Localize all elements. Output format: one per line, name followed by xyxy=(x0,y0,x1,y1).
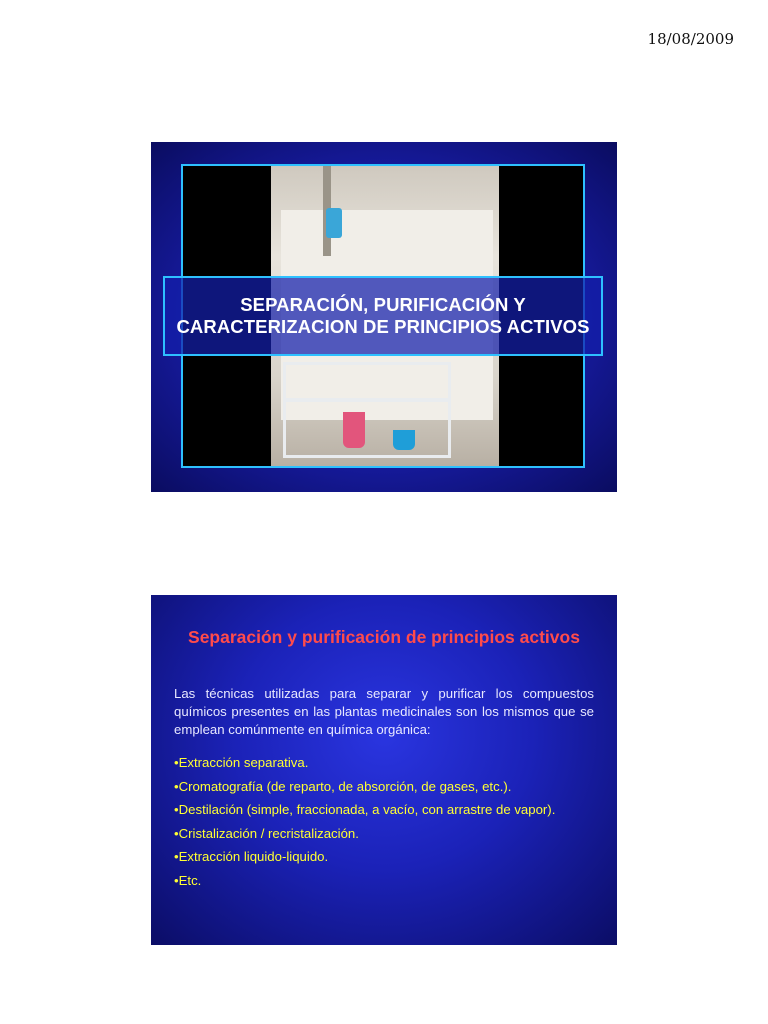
technique-list xyxy=(174,755,604,896)
photo-pink-tube xyxy=(343,412,365,448)
slide-1-title xyxy=(176,294,589,338)
photo-blue-tube xyxy=(393,430,415,450)
slide-1-title-line-1: SEPARACIÓN, PURIFICACIÓN Y xyxy=(240,294,526,315)
list-item: •Cromatografía (de reparto, de absorción, de gases, etc.). xyxy=(174,778,512,794)
slide-1-title-box xyxy=(163,276,603,356)
photo-clamp xyxy=(326,208,342,238)
photo-rack-bar xyxy=(283,398,451,402)
list-item: •Cristalización / recristalización. xyxy=(174,825,359,841)
list-item: •Etc. xyxy=(174,872,202,888)
list-item: •Extracción liquido-liquido. xyxy=(174,849,329,864)
slide-2-intro: Las técnicas utilizadas para separar y purificar los compuestos químicos presentes en las plantas medicinales son los mismos que se emplean comúnmente en química orgánica: xyxy=(174,686,594,737)
slide-1 xyxy=(151,142,617,492)
photo-test-tube-rack xyxy=(283,362,451,458)
page-date: 18/08/2009 xyxy=(647,30,734,48)
list-item: •Destilación (simple, fraccionada, a vacío, con arrastre de vapor). xyxy=(174,802,556,817)
slide-2-title: Separación y purificación de principios activos xyxy=(188,627,580,647)
slide-1-title-line-2: CARACTERIZACION DE PRINCIPIOS ACTIVOS xyxy=(176,316,590,337)
list-item: •Extracción separativa. xyxy=(174,755,309,770)
slide-2 xyxy=(151,595,617,945)
